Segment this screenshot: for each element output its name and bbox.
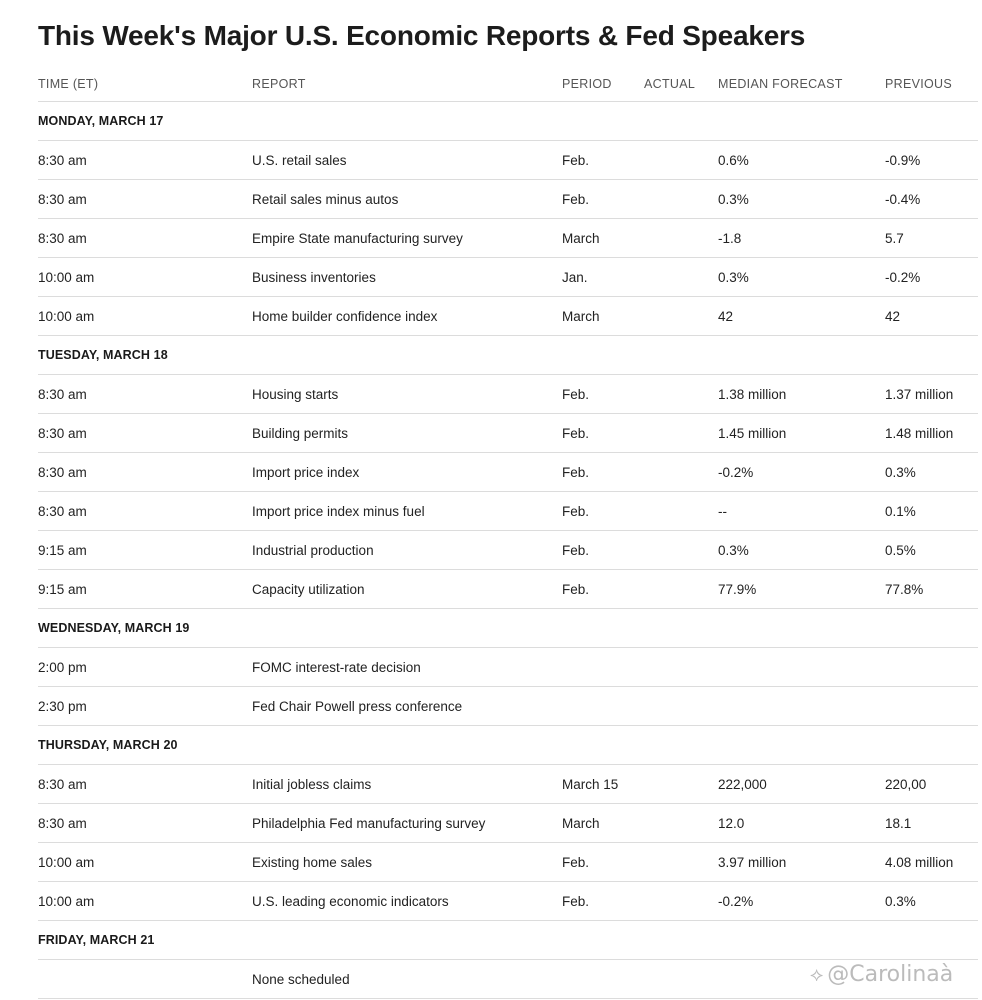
cell-median-forecast: 42 [718, 297, 885, 336]
cell-time: 8:30 am [38, 492, 252, 531]
day-header-row [38, 336, 978, 375]
cell-median-forecast: 77.9% [718, 570, 885, 609]
cell-previous: 0.3% [885, 453, 978, 492]
day-header-row [38, 102, 978, 141]
cell-period: Jan. [562, 258, 644, 297]
cell-median-forecast: 222,000 [718, 765, 885, 804]
header-row [38, 66, 978, 102]
cell-period: Feb. [562, 531, 644, 570]
cell-period: Feb. [562, 375, 644, 414]
cell-median-forecast [718, 648, 885, 687]
cell-previous: -0.4% [885, 180, 978, 219]
cell-time: 8:30 am [38, 141, 252, 180]
cell-time: 8:30 am [38, 414, 252, 453]
cell-median-forecast: 0.3% [718, 531, 885, 570]
cell-report: Empire State manufacturing survey [252, 219, 562, 258]
cell-period: Feb. [562, 180, 644, 219]
cell-time: 10:00 am [38, 882, 252, 921]
col-header-time: TIME (ET) [38, 66, 252, 102]
cell-report: U.S. leading economic indicators [252, 882, 562, 921]
cell-report: Building permits [252, 414, 562, 453]
cell-report: Business inventories [252, 258, 562, 297]
cell-time: 10:00 am [38, 258, 252, 297]
cell-report: Industrial production [252, 531, 562, 570]
cell-actual [644, 843, 718, 882]
table-row [38, 531, 978, 570]
cell-report: Import price index minus fuel [252, 492, 562, 531]
table-row [38, 375, 978, 414]
cell-period: March [562, 804, 644, 843]
cell-report: None scheduled [252, 960, 562, 999]
table-row [38, 804, 978, 843]
cell-actual [644, 453, 718, 492]
cell-period: Feb. [562, 492, 644, 531]
cell-period: Feb. [562, 843, 644, 882]
cell-actual [644, 258, 718, 297]
cell-report: Fed Chair Powell press conference [252, 687, 562, 726]
table-row [38, 648, 978, 687]
table-row [38, 141, 978, 180]
cell-actual [644, 414, 718, 453]
cell-actual [644, 804, 718, 843]
cell-report: Capacity utilization [252, 570, 562, 609]
cell-previous: 18.1 [885, 804, 978, 843]
cell-time: 8:30 am [38, 375, 252, 414]
economic-calendar-table [38, 66, 978, 999]
cell-median-forecast: 12.0 [718, 804, 885, 843]
cell-actual [644, 570, 718, 609]
cell-actual [644, 375, 718, 414]
cell-actual [644, 687, 718, 726]
cell-actual [644, 648, 718, 687]
col-header-period: PERIOD [562, 66, 644, 102]
cell-time: 9:15 am [38, 570, 252, 609]
table-row [38, 258, 978, 297]
cell-time: 2:00 pm [38, 648, 252, 687]
cell-median-forecast: -0.2% [718, 882, 885, 921]
table-row [38, 414, 978, 453]
cell-actual [644, 219, 718, 258]
cell-previous: 42 [885, 297, 978, 336]
cell-period: March [562, 297, 644, 336]
cell-median-forecast: 3.97 million [718, 843, 885, 882]
cell-time: 8:30 am [38, 180, 252, 219]
table-body [38, 102, 978, 999]
watermark-text: @Carolinaà [827, 962, 954, 987]
cell-report: Retail sales minus autos [252, 180, 562, 219]
table-row [38, 297, 978, 336]
cell-actual [644, 141, 718, 180]
cell-time: 8:30 am [38, 765, 252, 804]
cell-time: 8:30 am [38, 453, 252, 492]
cell-period: March 15 [562, 765, 644, 804]
day-header-row [38, 609, 978, 648]
cell-previous: 4.08 million [885, 843, 978, 882]
diamond-logo-icon: ⟡ [810, 962, 824, 986]
table-row [38, 570, 978, 609]
cell-median-forecast: 0.6% [718, 141, 885, 180]
cell-previous: 0.5% [885, 531, 978, 570]
cell-period: Feb. [562, 570, 644, 609]
table-row [38, 492, 978, 531]
day-label: WEDNESDAY, MARCH 19 [38, 609, 978, 648]
day-label: FRIDAY, MARCH 21 [38, 921, 978, 960]
col-header-report: REPORT [252, 66, 562, 102]
day-label: MONDAY, MARCH 17 [38, 102, 978, 141]
cell-actual [644, 531, 718, 570]
day-header-row [38, 921, 978, 960]
cell-median-forecast: -- [718, 492, 885, 531]
cell-time [38, 960, 252, 999]
cell-report: Home builder confidence index [252, 297, 562, 336]
cell-time: 10:00 am [38, 297, 252, 336]
cell-time: 9:15 am [38, 531, 252, 570]
cell-period: Feb. [562, 882, 644, 921]
cell-median-forecast: 1.38 million [718, 375, 885, 414]
cell-period [562, 687, 644, 726]
cell-median-forecast: -0.2% [718, 453, 885, 492]
cell-report: FOMC interest-rate decision [252, 648, 562, 687]
table-row [38, 687, 978, 726]
cell-time: 2:30 pm [38, 687, 252, 726]
table-row [38, 180, 978, 219]
cell-actual [644, 492, 718, 531]
table-row [38, 765, 978, 804]
cell-period: March [562, 219, 644, 258]
table-row [38, 843, 978, 882]
cell-previous: 1.37 million [885, 375, 978, 414]
day-header-row [38, 726, 978, 765]
cell-report: Housing starts [252, 375, 562, 414]
table-row [38, 882, 978, 921]
cell-report: Initial jobless claims [252, 765, 562, 804]
day-label: THURSDAY, MARCH 20 [38, 726, 978, 765]
cell-previous: 5.7 [885, 219, 978, 258]
cell-previous: -0.2% [885, 258, 978, 297]
cell-report: Existing home sales [252, 843, 562, 882]
cell-median-forecast [718, 687, 885, 726]
cell-median-forecast: 1.45 million [718, 414, 885, 453]
cell-previous [885, 648, 978, 687]
cell-period: Feb. [562, 414, 644, 453]
day-label: TUESDAY, MARCH 18 [38, 336, 978, 375]
cell-previous: -0.9% [885, 141, 978, 180]
cell-actual [644, 180, 718, 219]
cell-period: Feb. [562, 453, 644, 492]
cell-report: Philadelphia Fed manufacturing survey [252, 804, 562, 843]
col-header-median-forecast: MEDIAN FORECAST [718, 66, 885, 102]
table-row [38, 453, 978, 492]
cell-actual [644, 882, 718, 921]
cell-time: 8:30 am [38, 804, 252, 843]
cell-previous [885, 687, 978, 726]
col-header-actual: ACTUAL [644, 66, 718, 102]
cell-previous: 0.1% [885, 492, 978, 531]
page-title: This Week's Major U.S. Economic Reports & Fed Speakers [38, 20, 806, 51]
cell-period [562, 648, 644, 687]
cell-median-forecast: -1.8 [718, 219, 885, 258]
cell-report: Import price index [252, 453, 562, 492]
cell-period: Feb. [562, 141, 644, 180]
cell-time: 8:30 am [38, 219, 252, 258]
cell-previous: 220,00 [885, 765, 978, 804]
cell-actual [644, 765, 718, 804]
watermark [810, 962, 953, 987]
cell-time: 10:00 am [38, 843, 252, 882]
cell-actual [644, 960, 718, 999]
col-header-previous: PREVIOUS [885, 66, 978, 102]
cell-period [562, 960, 644, 999]
cell-median-forecast: 0.3% [718, 180, 885, 219]
cell-previous: 1.48 million [885, 414, 978, 453]
cell-median-forecast: 0.3% [718, 258, 885, 297]
cell-report: U.S. retail sales [252, 141, 562, 180]
table-row [38, 219, 978, 258]
cell-previous: 0.3% [885, 882, 978, 921]
cell-actual [644, 297, 718, 336]
cell-previous: 77.8% [885, 570, 978, 609]
